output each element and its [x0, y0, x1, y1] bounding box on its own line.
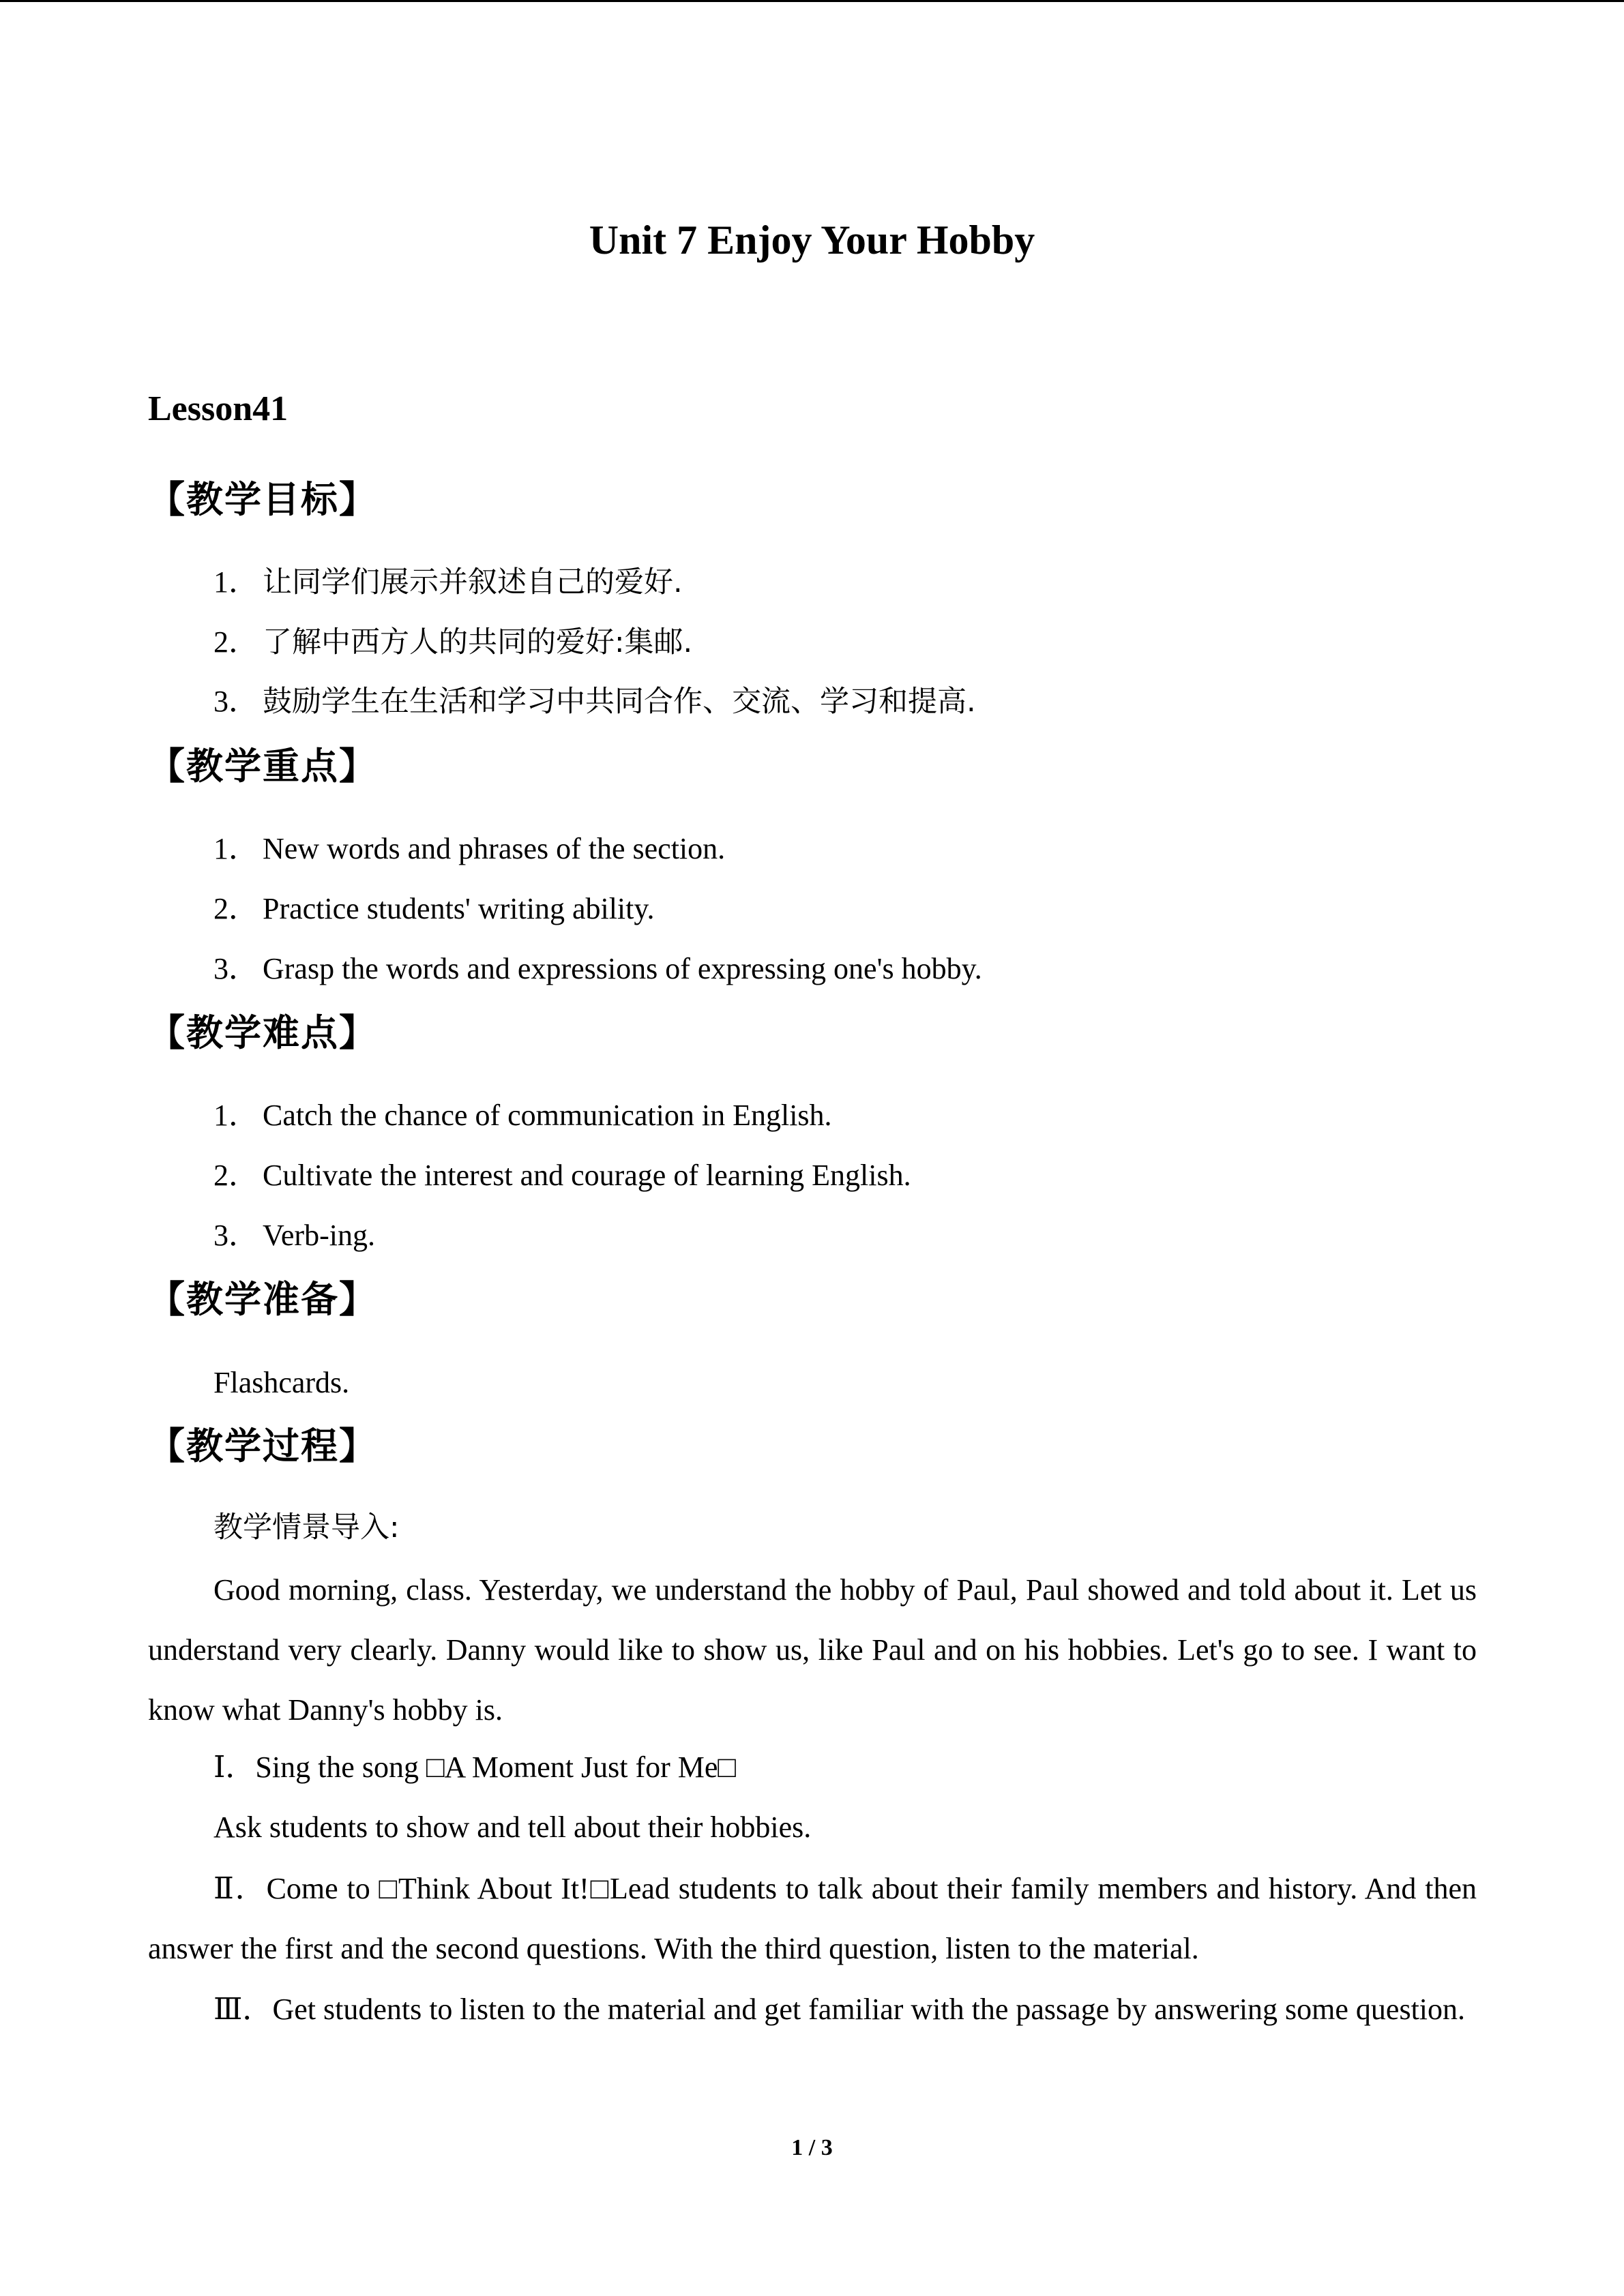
item-text: 让同学们展示并叙述自己的爱好.: [263, 565, 683, 599]
heading-preparation: 【教学准备】: [148, 1278, 377, 1321]
item-text: New words and phrases of the section.: [263, 832, 726, 865]
item-text: Grasp the words and expressions of expressing one's hobby.: [263, 952, 982, 985]
step-2: [148, 1859, 1477, 1979]
intro-paragraph: Good morning, class. Yesterday, we understand the hobby of Paul, Paul showed and told about it. Let us understand very clearly. Danny would like to show us, like Paul and on his hobbies. Let's go to see. I want to know what Danny's hobby is.: [148, 1573, 1477, 1727]
item-number: 1．: [213, 1099, 259, 1132]
key-point-item: [213, 829, 725, 869]
item-text: 了解中西方人的共同的爱好:集邮.: [263, 625, 693, 659]
heading-process: 【教学过程】: [148, 1425, 377, 1467]
document-title: Unit 7 Enjoy Your Hobby: [589, 218, 1035, 263]
step-text: Sing the song □A Moment Just for Me□: [255, 1750, 736, 1784]
item-text: Cultivate the interest and courage of learning English.: [263, 1159, 911, 1192]
item-number: 3．: [213, 1219, 259, 1252]
objective-item: [213, 681, 976, 722]
item-number: 1．: [213, 832, 259, 865]
item-number: 2．: [213, 1159, 259, 1192]
step-number: Ⅲ．: [213, 1992, 273, 2027]
step-number: Ⅱ．: [213, 1871, 267, 1906]
item-text: Catch the chance of communication in English.: [263, 1099, 832, 1132]
step-number: Ⅰ．: [213, 1750, 256, 1785]
difficulty-item: [213, 1155, 911, 1196]
heading-difficulties: 【教学难点】: [148, 1011, 377, 1054]
item-number: 2．: [213, 625, 259, 659]
item-text: Verb-ing.: [263, 1219, 375, 1252]
objective-item: [213, 562, 683, 603]
intro-label: 教学情景导入:: [213, 1510, 400, 1545]
step-text: Get students to listen to the material and get familiar with the passage by answering some question.: [272, 1993, 1466, 2026]
step-3: [148, 1980, 1477, 2040]
step-text: Come to □Think About It!□Lead students to talk about their family members and history. And then answer the first and the second questions. With the third question, listen to the material.: [148, 1872, 1477, 1965]
key-point-item: [213, 949, 982, 989]
item-number: 1．: [213, 565, 259, 599]
preparation-text: Flashcards.: [213, 1366, 350, 1399]
objective-item: [213, 622, 692, 663]
heading-key-points: 【教学重点】: [148, 745, 377, 788]
page-indicator: 1 / 3: [791, 2135, 833, 2160]
key-point-item: [213, 889, 655, 929]
step-1-followup: Ask students to show and tell about their hobbies.: [213, 1810, 812, 1844]
item-text: Practice students' writing ability.: [263, 892, 655, 925]
item-text: 鼓励学生在生活和学习中共同合作、交流、学习和提高.: [263, 685, 976, 719]
difficulty-item: [213, 1215, 375, 1256]
item-number: 2．: [213, 892, 259, 925]
heading-objectives: 【教学目标】: [148, 478, 377, 521]
item-number: 3．: [213, 685, 259, 718]
step-1: [213, 1747, 736, 1788]
difficulty-item: [213, 1095, 832, 1136]
item-number: 3．: [213, 952, 259, 985]
lesson-label: Lesson41: [148, 389, 289, 428]
